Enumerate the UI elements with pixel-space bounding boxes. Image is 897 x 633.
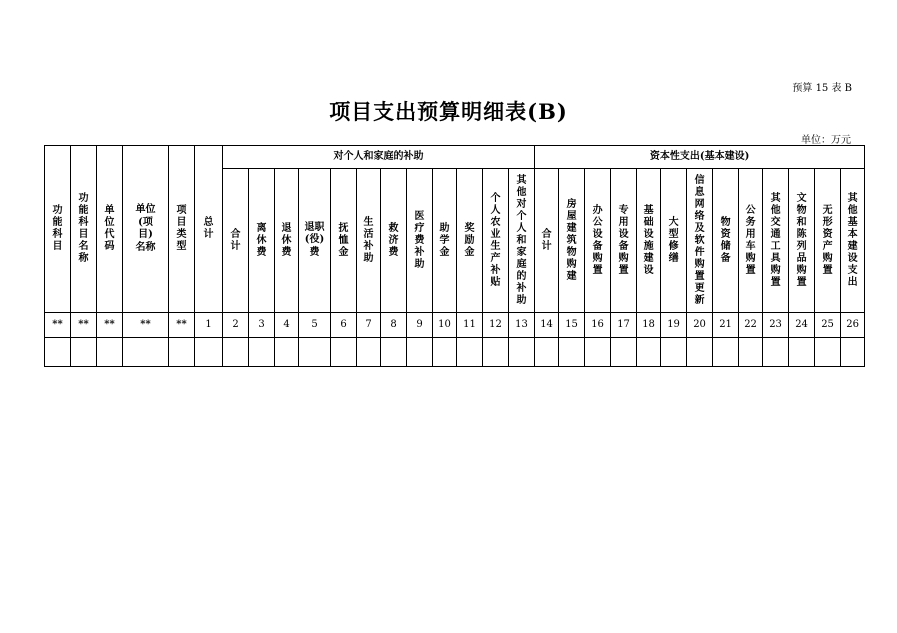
header-cell: 助学金 (433, 169, 457, 313)
number-cell: 11 (457, 313, 483, 338)
empty-cell[interactable] (611, 338, 637, 367)
header-cell: 基础设施建设 (637, 169, 661, 313)
number-cell: 1 (195, 313, 223, 338)
empty-cell[interactable] (331, 338, 357, 367)
header-cell: 退休费 (275, 169, 299, 313)
number-cell: 7 (357, 313, 381, 338)
empty-cell[interactable] (275, 338, 299, 367)
header-cell: 专用设备购置 (611, 169, 637, 313)
header-cell: 抚恤金 (331, 169, 357, 313)
empty-cell[interactable] (509, 338, 535, 367)
header-cell: 房屋建筑物购建 (559, 169, 585, 313)
header-cell: 其他交通工具购置 (763, 169, 789, 313)
header-cell: 合计 (223, 169, 249, 313)
empty-cell[interactable] (841, 338, 865, 367)
number-cell: 2 (223, 313, 249, 338)
header-cell: 其他基本建设支出 (841, 169, 865, 313)
number-cell: 13 (509, 313, 535, 338)
header-cell: 合计 (535, 169, 559, 313)
group-header-row (45, 146, 865, 169)
column-number-row (45, 313, 865, 338)
number-cell: 25 (815, 313, 841, 338)
empty-cell[interactable] (223, 338, 249, 367)
number-cell: 3 (249, 313, 275, 338)
number-cell: ** (123, 313, 169, 338)
budget-table (44, 145, 865, 367)
number-cell: 8 (381, 313, 407, 338)
empty-cell[interactable] (249, 338, 275, 367)
number-cell: 19 (661, 313, 687, 338)
empty-cell[interactable] (535, 338, 559, 367)
group-personal-header: 对个人和家庭的补助 (223, 146, 535, 169)
header-cell: 项目类型 (169, 146, 195, 313)
header-cell: 物资储备 (713, 169, 739, 313)
empty-cell[interactable] (713, 338, 739, 367)
empty-cell[interactable] (97, 338, 123, 367)
header-cell: 文物和陈列品购置 (789, 169, 815, 313)
number-cell: 15 (559, 313, 585, 338)
empty-cell[interactable] (637, 338, 661, 367)
empty-cell[interactable] (789, 338, 815, 367)
empty-cell[interactable] (585, 338, 611, 367)
empty-cell[interactable] (381, 338, 407, 367)
form-number: 预算 15 表 B (792, 83, 852, 94)
number-cell: ** (169, 313, 195, 338)
header-cell: 生活补助 (357, 169, 381, 313)
empty-data-row (45, 338, 865, 367)
header-cell: 无形资产购置 (815, 169, 841, 313)
number-cell: 22 (739, 313, 763, 338)
header-cell: 公务用车购置 (739, 169, 763, 313)
number-cell: 12 (483, 313, 509, 338)
header-cell: 救济费 (381, 169, 407, 313)
number-cell: 20 (687, 313, 713, 338)
empty-cell[interactable] (815, 338, 841, 367)
number-cell: 24 (789, 313, 815, 338)
empty-cell[interactable] (299, 338, 331, 367)
number-cell: ** (45, 313, 71, 338)
number-cell: ** (71, 313, 97, 338)
header-cell: 退职(役)费 (299, 169, 331, 313)
empty-cell[interactable] (661, 338, 687, 367)
empty-cell[interactable] (433, 338, 457, 367)
empty-cell[interactable] (195, 338, 223, 367)
header-cell: 功能科目 (45, 146, 71, 313)
number-cell: 9 (407, 313, 433, 338)
header-cell: 办公设备购置 (585, 169, 611, 313)
number-cell: 16 (585, 313, 611, 338)
empty-cell[interactable] (457, 338, 483, 367)
empty-cell[interactable] (687, 338, 713, 367)
header-cell: 总计 (195, 146, 223, 313)
empty-cell[interactable] (763, 338, 789, 367)
number-cell: 6 (331, 313, 357, 338)
header-cell: 医疗费补助 (407, 169, 433, 313)
number-cell: 23 (763, 313, 789, 338)
number-cell: ** (97, 313, 123, 338)
header-cell: 单位(项目)名称 (123, 146, 169, 313)
number-cell: 18 (637, 313, 661, 338)
number-cell: 4 (275, 313, 299, 338)
header-cell: 单位代码 (97, 146, 123, 313)
empty-cell[interactable] (407, 338, 433, 367)
number-cell: 26 (841, 313, 865, 338)
header-cell: 大型修缮 (661, 169, 687, 313)
header-cell: 其他对个人和家庭的补助 (509, 169, 535, 313)
header-cell: 个人农业生产补贴 (483, 169, 509, 313)
empty-cell[interactable] (123, 338, 169, 367)
number-cell: 14 (535, 313, 559, 338)
empty-cell[interactable] (559, 338, 585, 367)
empty-cell[interactable] (169, 338, 195, 367)
number-cell: 21 (713, 313, 739, 338)
empty-cell[interactable] (357, 338, 381, 367)
empty-cell[interactable] (739, 338, 763, 367)
header-cell: 信息网络及软件购置更新 (687, 169, 713, 313)
group-capital-header: 资本性支出(基本建设) (535, 146, 865, 169)
page-title: 项目支出预算明细表(B) (329, 99, 568, 124)
empty-cell[interactable] (71, 338, 97, 367)
header-cell: 奖励金 (457, 169, 483, 313)
header-cell: 功能科目名称 (71, 146, 97, 313)
number-cell: 5 (299, 313, 331, 338)
number-cell: 10 (433, 313, 457, 338)
header-cell: 离休费 (249, 169, 275, 313)
empty-cell[interactable] (45, 338, 71, 367)
unit-label: 单位：万元 (801, 135, 851, 146)
number-cell: 17 (611, 313, 637, 338)
empty-cell[interactable] (483, 338, 509, 367)
